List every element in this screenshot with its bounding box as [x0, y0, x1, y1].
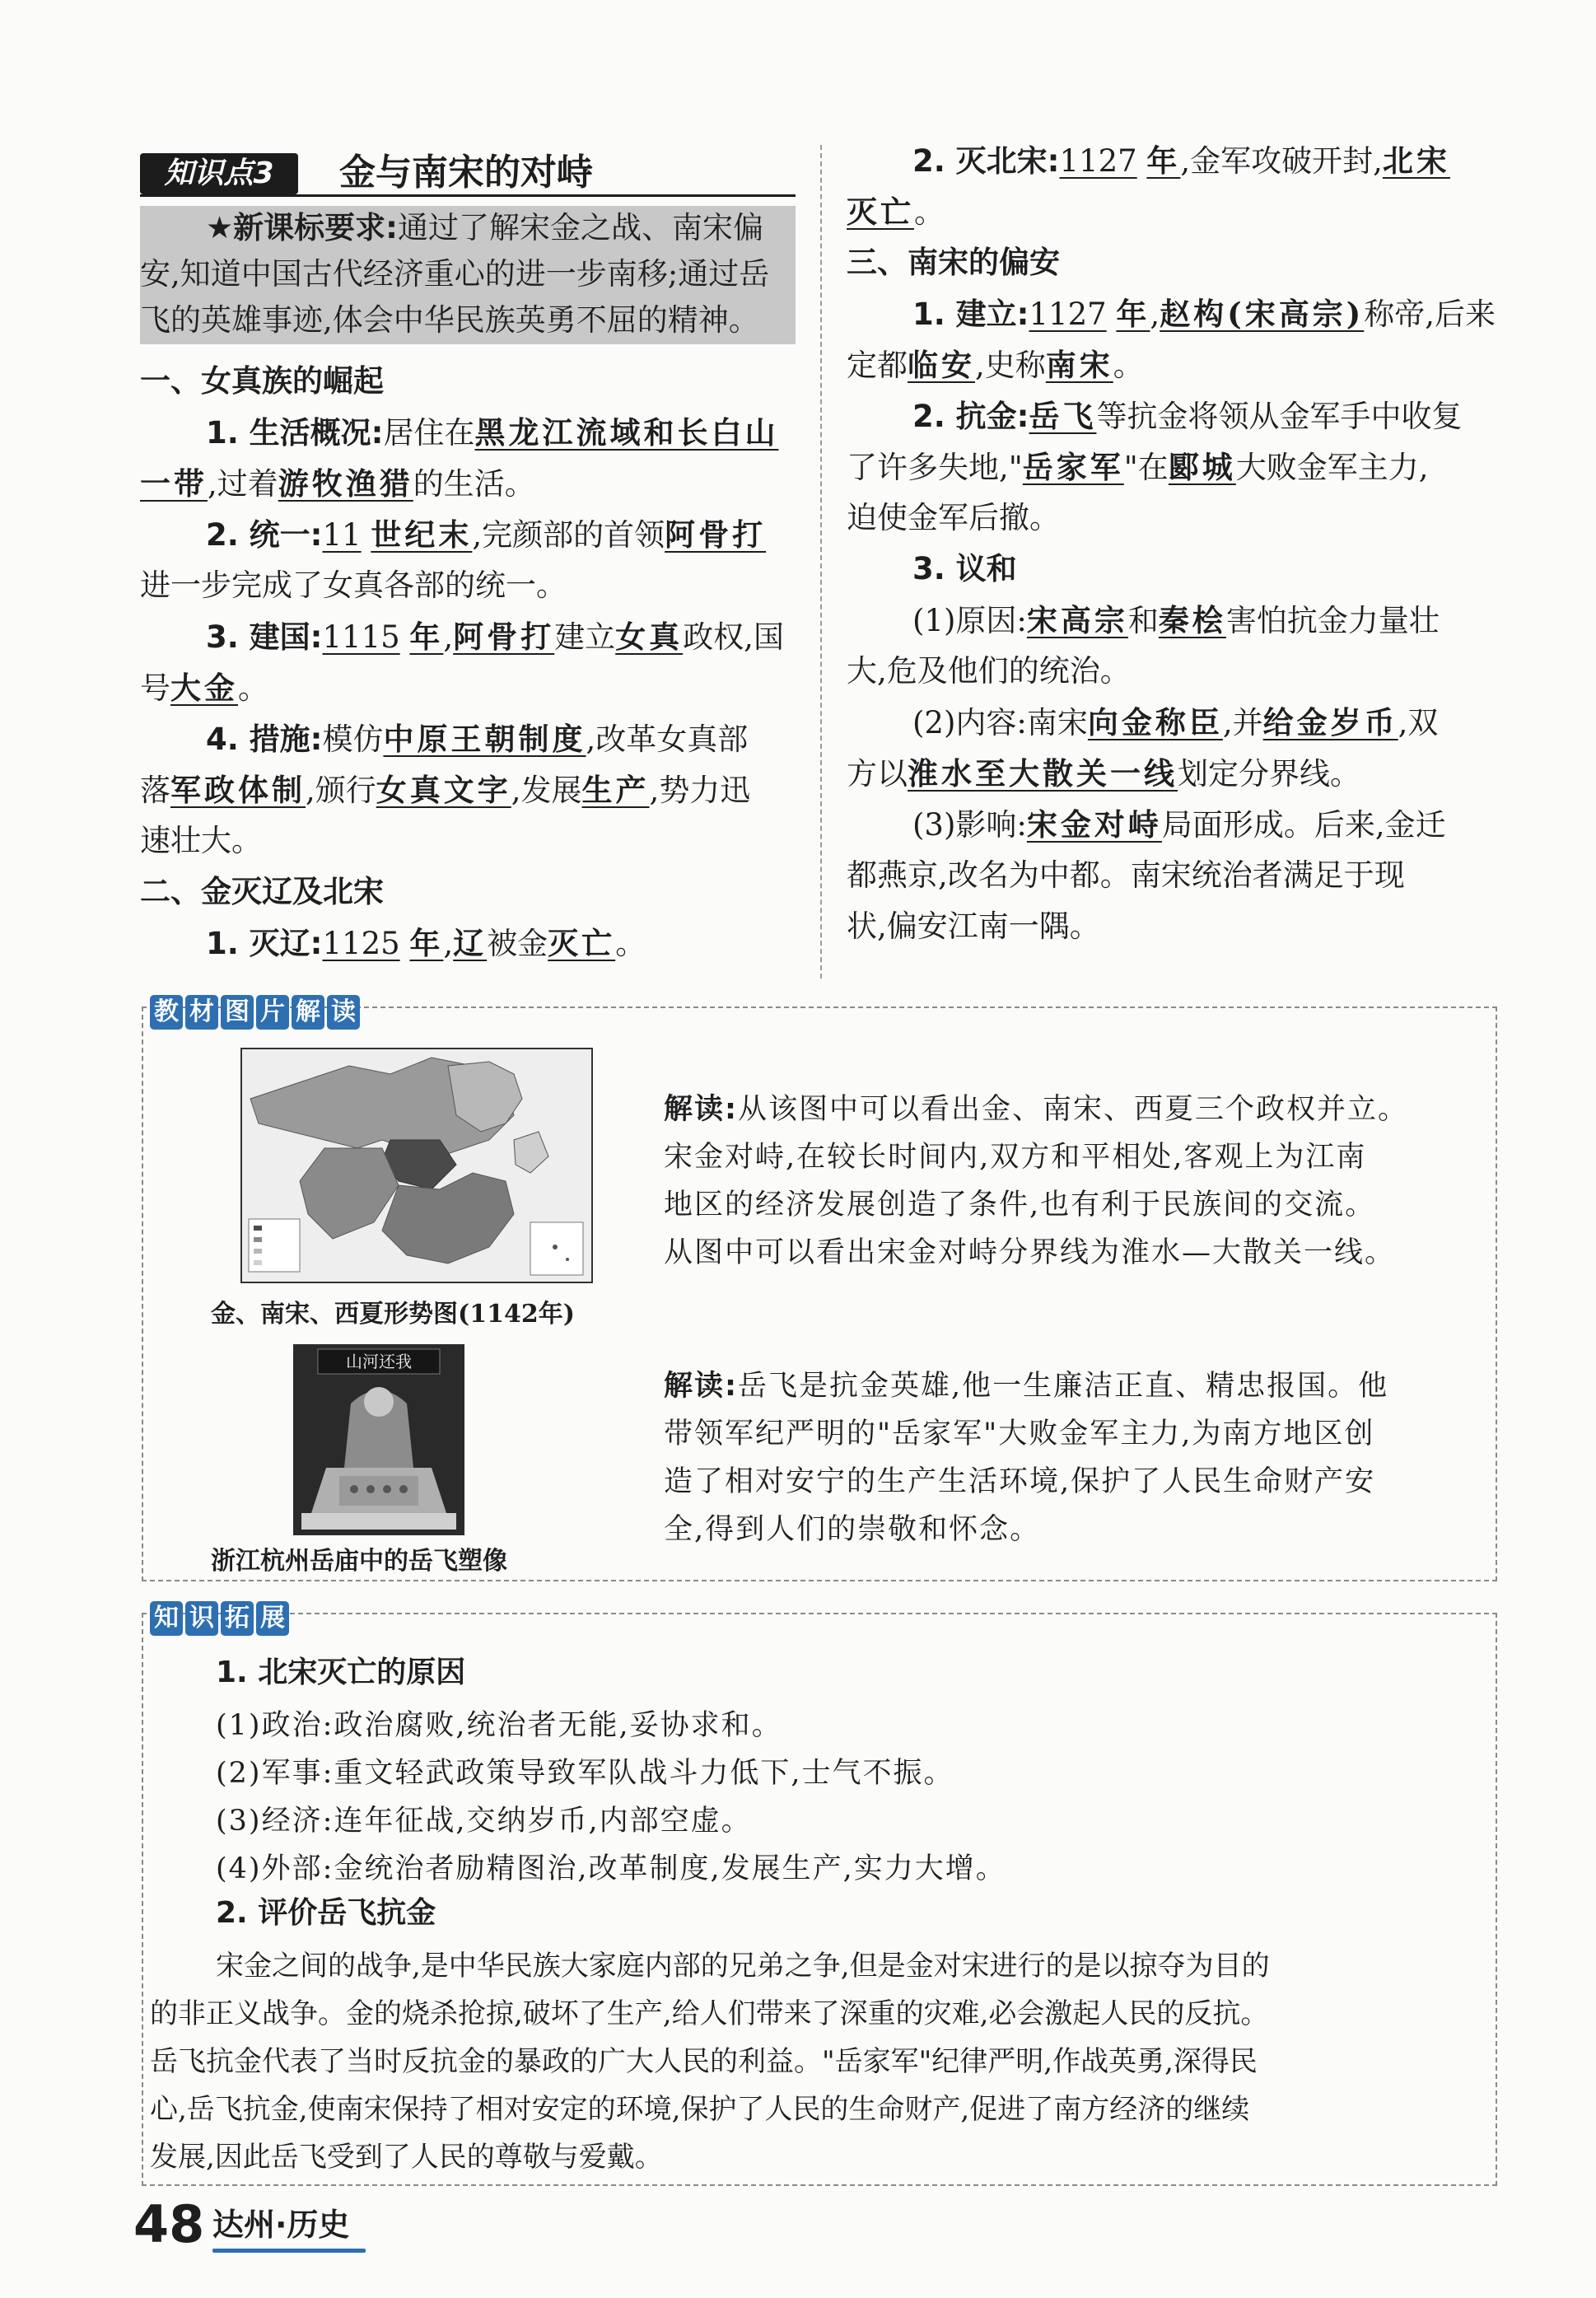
reading-label: 解读:	[664, 1370, 738, 1403]
tag-char: 知	[150, 1601, 183, 1636]
expand-para-line: 岳飞抗金代表了当时反抗金的暴政的广大人民的利益。"岳家军"纪律严明,作战英勇,深得民	[150, 2045, 1258, 2078]
map-caption: 金、南宋、西夏形势图(1142年)	[211, 1300, 575, 1329]
textbook-tag	[150, 995, 360, 1030]
left-line: 一带,过着游牧渔猎的生活。	[140, 465, 535, 502]
right-line: 定都临安,史称南宋。	[847, 347, 1144, 383]
right-line: 都燕京,改名为中都。南宋统治者满足于现	[847, 857, 1405, 893]
column-divider	[820, 145, 822, 979]
tag-char: 片	[256, 995, 289, 1030]
reading-2-line: 造了相对安宁的生产生活环境,保护了人民生命财产安	[664, 1465, 1376, 1498]
tag-char: 展	[256, 1601, 289, 1636]
left-line: 4. 措施:模仿中原王朝制度,改革女真部	[206, 721, 749, 757]
statue-plaque: 山河还我	[346, 1352, 412, 1371]
right-line: 状,偏安江南一隅。	[847, 908, 1100, 944]
left-line: 落军政体制,颁行女真文字,发展生产,势力迅	[140, 772, 751, 808]
right-line: 迫使金军后撤。	[847, 500, 1060, 535]
requirement-line-2: 安,知道中国古代经济重心的进一步南移;通过岳	[140, 256, 770, 292]
reading-1-line: 地区的经济发展创造了条件,也有利于民族间的交流。	[664, 1189, 1376, 1221]
tag-char: 解	[292, 995, 324, 1030]
right-line: 2. 抗金:岳飞等抗金将领从金军手中收复	[912, 398, 1463, 434]
expand-line: (2)军事:重文轻武政策导致军队战斗力低下,士气不振。	[216, 1757, 954, 1790]
tag-char: 拓	[221, 1601, 254, 1636]
expand-para-line: 宋金之间的战争,是中华民族大家庭内部的兄弟之争,但是金对宋进行的是以掠夺为目的	[216, 1950, 1270, 1983]
requirement-line-3: 飞的英雄事迹,体会中华民族英勇不屈的精神。	[140, 302, 759, 338]
footer-rule	[212, 2249, 366, 2253]
section-title: 金与南宋的对峙	[339, 152, 593, 194]
expand-para-line: 发展,因此岳飞受到了人民的尊敬与爱戴。	[150, 2141, 663, 2174]
expand-heading-2: 2. 评价岳飞抗金	[216, 1896, 436, 1930]
book-title: 达州·历史	[212, 2207, 350, 2243]
reading-label: 解读:	[664, 1093, 738, 1126]
right-line: (3)影响:宋金对峙局面形成。后来,金迁	[912, 806, 1446, 843]
reading-2-line: 带领军纪严明的"岳家军"大败金军主力,为南方地区创	[664, 1418, 1375, 1450]
left-line: 速壮大。	[140, 823, 262, 858]
expand-line: (4)外部:金统治者励精图治,改革制度,发展生产,实力大增。	[216, 1852, 1006, 1885]
right-line: 了许多失地,"岳家军"在郾城大败金军主力,	[847, 449, 1429, 485]
requirement-label: ★新课标要求:	[206, 210, 398, 245]
expand-para-line: 心,岳飞抗金,使南宋保持了相对安定的环境,保护了人民的生命财产,促进了南方经济的继续	[150, 2093, 1250, 2126]
reading-1-line: 宋金对峙,在较长时间内,双方和平相处,客观上为江南	[664, 1141, 1367, 1174]
tag-char: 教	[150, 995, 183, 1030]
heading-southern-song: 三、南宋的偏安	[847, 245, 1060, 280]
map-svg	[242, 1049, 591, 1282]
reading-1-line: 解读:从该图中可以看出金、南宋、西夏三个政权并立。	[664, 1093, 1409, 1126]
map-image	[240, 1048, 593, 1283]
left-line: 号大金。	[140, 670, 268, 706]
expand-para-line: 的非正义战争。金的烧杀抢掠,破坏了生产,给人们带来了深重的灾难,必会激起人民的反抗。	[150, 1997, 1269, 2030]
left-line: 1. 生活概况:居住在黑龙江流域和长白山	[206, 414, 779, 451]
left-line: 3. 建国:1115 年,阿骨打建立女真政权,国	[206, 619, 784, 655]
header-rule	[140, 194, 796, 197]
requirement-line-1: ★新课标要求:通过了解宋金之战、南宋偏	[206, 210, 763, 245]
tag-char: 识	[185, 1601, 218, 1636]
left-line: 1. 灭辽:1125 年,辽被金灭亡。	[206, 925, 646, 961]
right-line: 2. 灭北宋:1127 年,金军攻破开封,北宋	[912, 142, 1450, 179]
right-line: (2)内容:南宋向金称臣,并给金岁币,双	[912, 704, 1439, 740]
tag-char: 图	[221, 995, 254, 1030]
right-line: 3. 议和	[912, 551, 1017, 586]
statue-caption: 浙江杭州岳庙中的岳飞塑像	[211, 1547, 507, 1576]
right-line: 1. 建立:1127 年,赵构(宋高宗)称帝,后来	[912, 296, 1496, 332]
expand-line: (1)政治:政治腐败,统治者无能,妥协求和。	[216, 1709, 782, 1742]
reading-1-line: 从图中可以看出宋金对峙分界线为淮水—大散关一线。	[664, 1236, 1396, 1269]
left-line: 进一步完成了女真各部的统一。	[140, 567, 567, 603]
right-line: 灭亡。	[847, 194, 945, 230]
tag-char: 读	[327, 995, 360, 1030]
heading-jurchen-rise: 一、女真族的崛起	[140, 363, 384, 399]
right-line: 方以淮水至大散关一线划定分界线。	[847, 755, 1360, 792]
right-line: (1)原因:宋高宗和秦桧害怕抗金力量壮	[912, 602, 1440, 638]
statue-image	[293, 1344, 464, 1535]
expand-line: (3)经济:连年征战,交纳岁币,内部空虚。	[216, 1805, 752, 1838]
expand-tag	[150, 1601, 289, 1636]
reading-2-line: 解读:岳飞是抗金英雄,他一生廉洁正直、精忠报国。他	[664, 1370, 1389, 1403]
left-line: 2. 统一:11 世纪末,完颜部的首领阿骨打	[206, 516, 767, 553]
tag-char: 材	[185, 995, 218, 1030]
right-line: 大,危及他们的统治。	[847, 653, 1131, 689]
page-number: 48	[133, 2194, 205, 2254]
heading-jin-conquest: 二、金灭辽及北宋	[140, 874, 384, 909]
reading-2-line: 全,得到人们的崇敬和怀念。	[664, 1513, 1041, 1546]
section-badge: 知识点3	[140, 153, 298, 194]
statue-svg	[293, 1344, 464, 1535]
expand-heading-1: 1. 北宋灭亡的原因	[216, 1656, 466, 1689]
